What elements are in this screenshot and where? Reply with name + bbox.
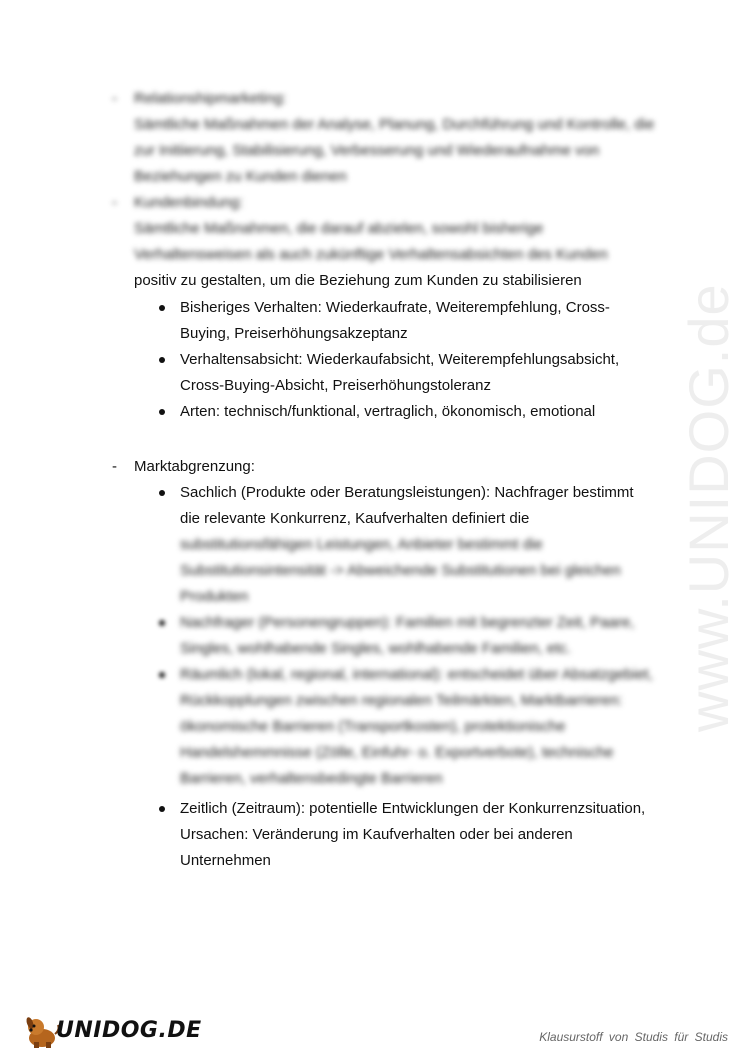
bullet-dot: [159, 490, 165, 496]
logo-text: UNIDOG.DE: [56, 1018, 202, 1043]
bullet-text: Rückkopplungen zwischen regionalen Teilmärkten, Marktbarrieren:: [180, 692, 623, 709]
unidog-logo[interactable]: [22, 1014, 202, 1050]
paragraph-line: Sämtliche Maßnahmen der Analyse, Planung, Durchführung und Kontrolle, die: [134, 116, 655, 133]
bullet-text: Zeitlich (Zeitraum): potentielle Entwicklungen der Konkurrenzsituation,: [180, 800, 646, 817]
bullet-text: Arten: technisch/funktional, vertraglich, ökonomisch, emotional: [180, 403, 596, 420]
section-title-kundenbindung: Kundenbindung:: [134, 194, 244, 211]
bullet-text: Substitutionsintensität -> Abweichende Substitutionen bei gleichen: [180, 562, 621, 579]
bullet-dot: [159, 672, 165, 678]
bullet-dot: [159, 357, 165, 363]
bullet-dot: [159, 305, 165, 311]
dog-mascot-icon: [22, 1014, 60, 1050]
bullet-text: Verhaltensabsicht: Wiederkaufabsicht, Weiterempfehlungsabsicht,: [180, 351, 620, 368]
paragraph-line: Verhaltensweisen als auch zukünftige Verhaltensabsichten des Kunden: [134, 246, 608, 263]
bullet-text: Cross-Buying-Absicht, Preiserhöhungstoleranz: [180, 377, 491, 394]
bullet-text: Ursachen: Veränderung im Kaufverhalten oder bei anderen: [180, 826, 573, 843]
bullet-text: die relevante Konkurrenz, Kaufverhalten definiert die: [180, 510, 530, 527]
bullet-text: Handelshemmnisse (Zölle, Einfuhr- o. Exportverbote), technische: [180, 744, 614, 761]
watermark: www.UNIDOG.de: [677, 283, 740, 732]
dash-marker: -: [112, 458, 117, 475]
footer-tagline: Klausurstoff von Studis für Studis: [539, 1030, 728, 1044]
paragraph-line: Sämtliche Maßnahmen, die darauf abzielen, sowohl bisherige: [134, 220, 544, 237]
bullet-dot: [159, 620, 165, 626]
dash-marker: -: [112, 90, 117, 107]
bullet-text: Nachfrager (Personengruppen): Familien mit begrenzter Zeit, Paare,: [180, 614, 635, 631]
paragraph-line: zur Initiierung, Stabilisierung, Verbesserung und Wiederaufnahme von: [134, 142, 600, 159]
paragraph-line: Beziehungen zu Kunden dienen: [134, 168, 347, 185]
bullet-text: Räumlich (lokal, regional, international): entscheidet über Absatzgebiet,: [180, 666, 653, 683]
bullet-text: Bisheriges Verhalten: Wiederkaufrate, Weiterempfehlung, Cross-: [180, 299, 610, 316]
bullet-text: substitutionsfähigen Leistungen, Anbieter bestimmt die: [180, 536, 543, 553]
bullet-text: ökonomische Barrieren (Transportkosten), protektionische: [180, 718, 566, 735]
bullet-text: Barrieren, verhaltensbedingte Barrieren: [180, 770, 443, 787]
bullet-dot: [159, 409, 165, 415]
bullet-text: Sachlich (Produkte oder Beratungsleistungen): Nachfrager bestimmt: [180, 484, 634, 501]
bullet-dot: [159, 806, 165, 812]
section-title-marktabgrenzung: Marktabgrenzung:: [134, 458, 255, 475]
section-title-relationshipmarketing: Relationshipmarketing:: [134, 90, 287, 107]
bullet-text: Unternehmen: [180, 852, 271, 869]
paragraph-line: positiv zu gestalten, um die Beziehung zum Kunden zu stabilisieren: [134, 272, 582, 289]
bullet-text: Singles, wohlhabende Singles, wohlhabende Familien, etc.: [180, 640, 572, 657]
bullet-text: Buying, Preiserhöhungsakzeptanz: [180, 325, 408, 342]
dash-marker: -: [112, 194, 117, 211]
bullet-text: Produkten: [180, 588, 249, 605]
